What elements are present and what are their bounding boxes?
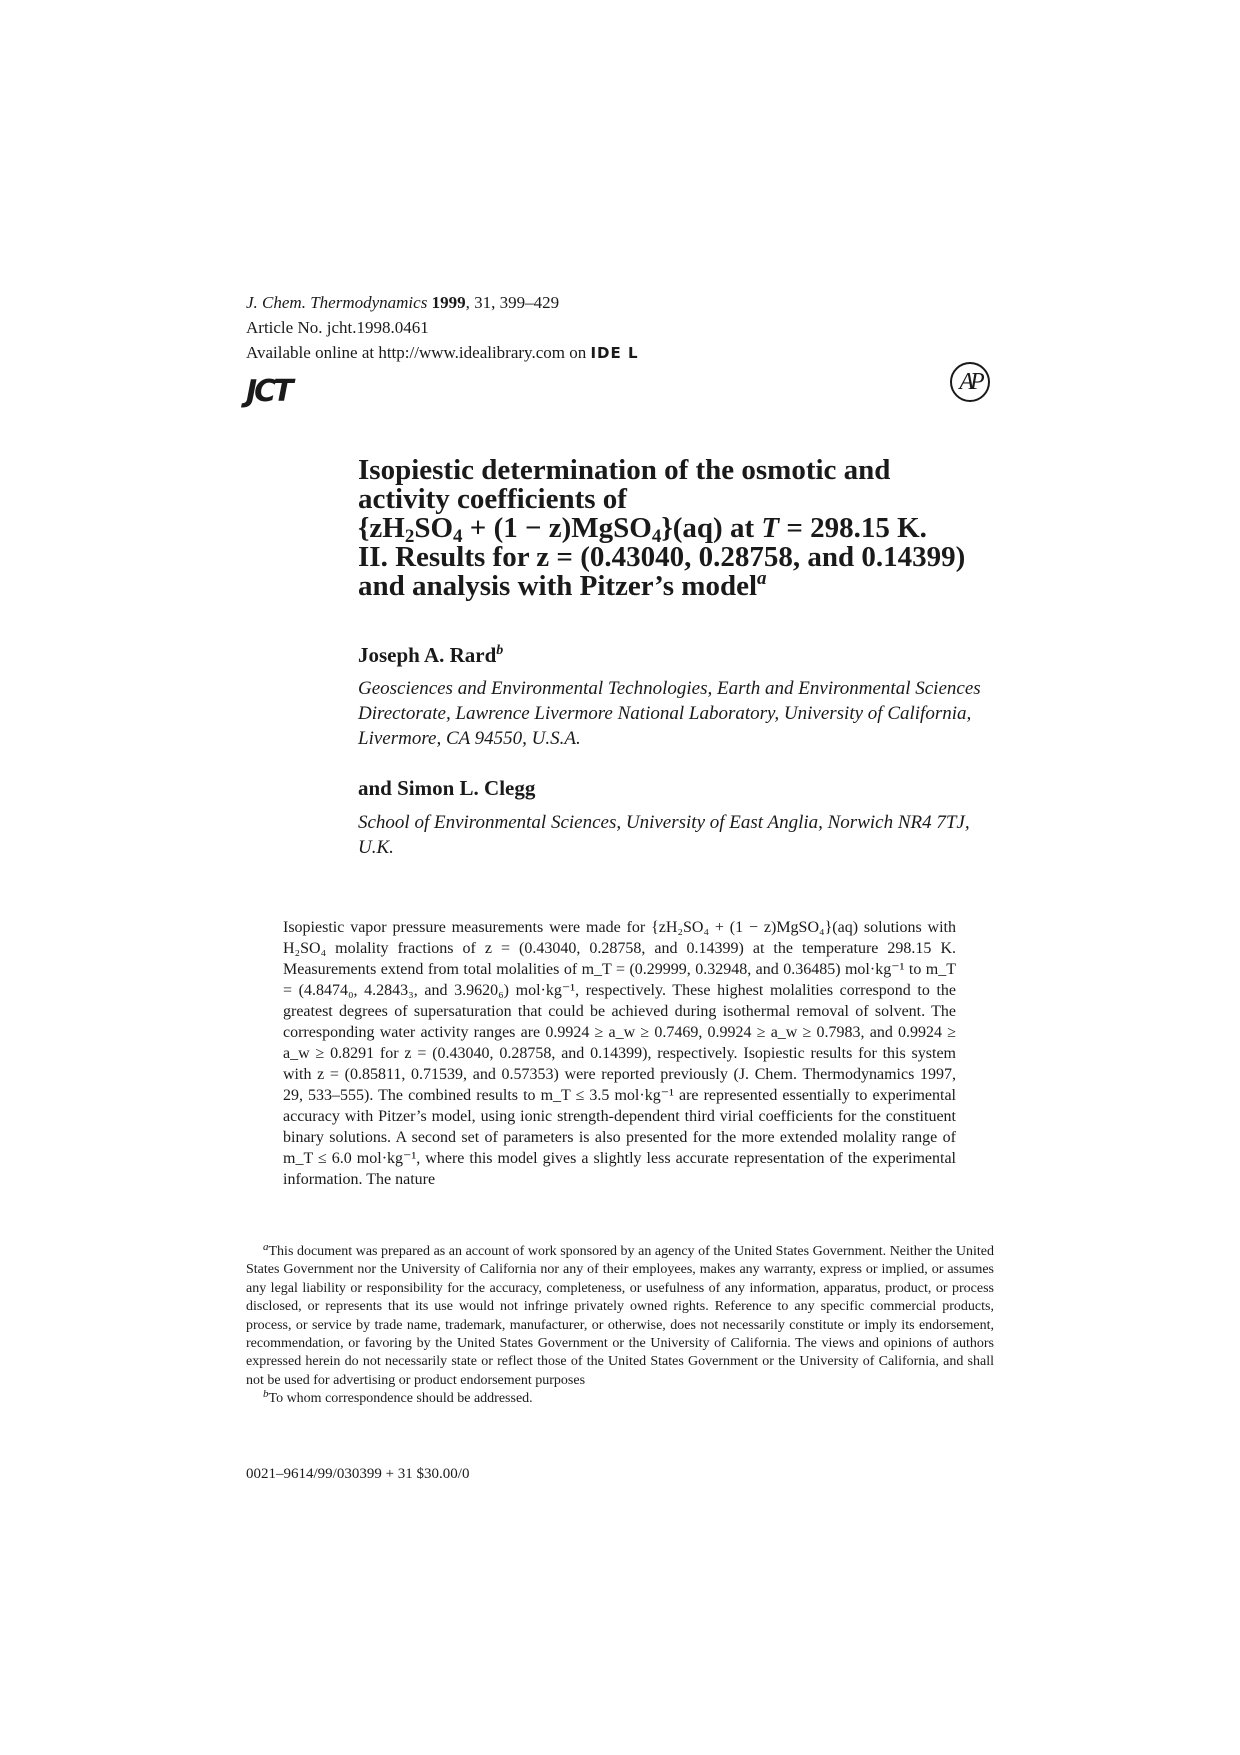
journal-header: [246, 290, 639, 366]
publisher-logo: AP: [950, 362, 990, 402]
journal-volume-pages: , 31, 399–429: [465, 293, 560, 312]
abstract-text: Isopiestic vapor pressure measurements were made for {zH₂SO₄ + (1 − z)MgSO₄}(aq) solutions with H₂SO₄ molality fractions of z = (0.43040, 0.28758, and 0.14399) at the temperature 298.15 K. Measurements extend from total molalities of m_T = (0.29999, 0.32948, and 0.36485) mol·kg⁻¹ to m_T = (4.8474₀, 4.2843₃, and 3.9620₆) mol·kg⁻¹, respectively. These highest molalities correspond to the greatest degrees of supersaturation that could be achieved during isothermal removal of solvent. The corresponding water activity ranges are 0.9924 ≥ a_w ≥ 0.7469, 0.9924 ≥ a_w ≥ 0.7983, and 0.9924 ≥ a_w ≥ 0.8291 for z = (0.43040, 0.28758, and 0.14399), respectively. Isopiestic results for this system with z = (0.85811, 0.71539, and 0.57353) were reported previously (J. Chem. Thermodynamics 1997, 29, 533–555). The combined results to m_T ≤ 3.5 mol·kg⁻¹ are represented essentially to experimental accuracy with Pitzer’s model, using ionic strength-dependent third virial coefficients for the constituent binary solutions. A second set of parameters is also presented for the more extended molality range of m_T ≤ 6.0 mol·kg⁻¹, where this model gives a slightly less accurate representation of the experimental information. The nature: [283, 919, 956, 1188]
journal-year: 1999: [431, 293, 466, 312]
ideal-logo: IDE L: [590, 344, 639, 362]
title-footnote-mark: a: [757, 568, 767, 589]
availability-line: [246, 340, 639, 366]
citation-line: [246, 290, 639, 315]
abstract: [283, 917, 956, 1190]
copyright-code: 0021–9614/99/030399 + 31 $30.00/0: [246, 1466, 470, 1482]
footnotes: [246, 1243, 994, 1409]
article-number: Article No. jcht.1998.0461: [246, 318, 429, 337]
journal-name: J. Chem. Thermodynamics: [246, 293, 428, 312]
title-line-1: Isopiestic determination of the osmotic and: [358, 454, 891, 486]
author-clegg: and Simon L. Clegg: [358, 776, 536, 800]
title-line-4: II. Results for z = (0.43040, 0.28758, and 0.14399): [358, 541, 966, 573]
title-line-5: and analysis with Pitzer’s model$^a$: [358, 568, 767, 602]
affiliation-llnl: Geosciences and Environmental Technologies, Earth and Environmental Sciences Directorate, Lawrence Livermore National Laboratory, University of California, Livermore, CA 94550, U.S.A.: [358, 678, 981, 749]
footnote-b: $^b$To whom correspondence should be addressed.: [263, 1388, 533, 1407]
title-line-2: activity coefficients of: [358, 483, 627, 515]
title-line-3: {$zH_2SO_4 + (1$ − z)MgSO$_4$}(aq) at T = 298.15 K.: [358, 512, 927, 547]
footnote-a: $^a$This document was prepared as an account of work sponsored by an agency of the United States Government. Neither the United States Government nor the University of California nor any of their employees, makes any warranty, express or implied, or assumes any legal liability or responsibility for the accuracy, completeness, or usefulness of any information, apparatus, product, or process disclosed, or represents that its use would not infringe privately owned rights. Reference to any specific commercial products, process, or service by trade name, trademark, manufacturer, or otherwise, does not necessarily constitute or imply its endorsement, recommendation, or favoring by the United States Government or the University of California. The views and opinions of authors expressed herein do not necessarily state or reflect those of the United States Government or the University of California, and shall not be used for advertising or product endorsement purposes: [246, 1241, 994, 1388]
availability-text[interactable]: Available online at http://www.idealibrary.com on: [246, 343, 587, 362]
journal-logo: JCT: [246, 374, 291, 409]
affiliation-uea: School of Environmental Sciences, University of East Anglia, Norwich NR4 7TJ, U.K.: [358, 812, 970, 858]
article-title: [358, 456, 998, 601]
author-rard: Joseph A. Rard$^b$: [358, 643, 504, 667]
